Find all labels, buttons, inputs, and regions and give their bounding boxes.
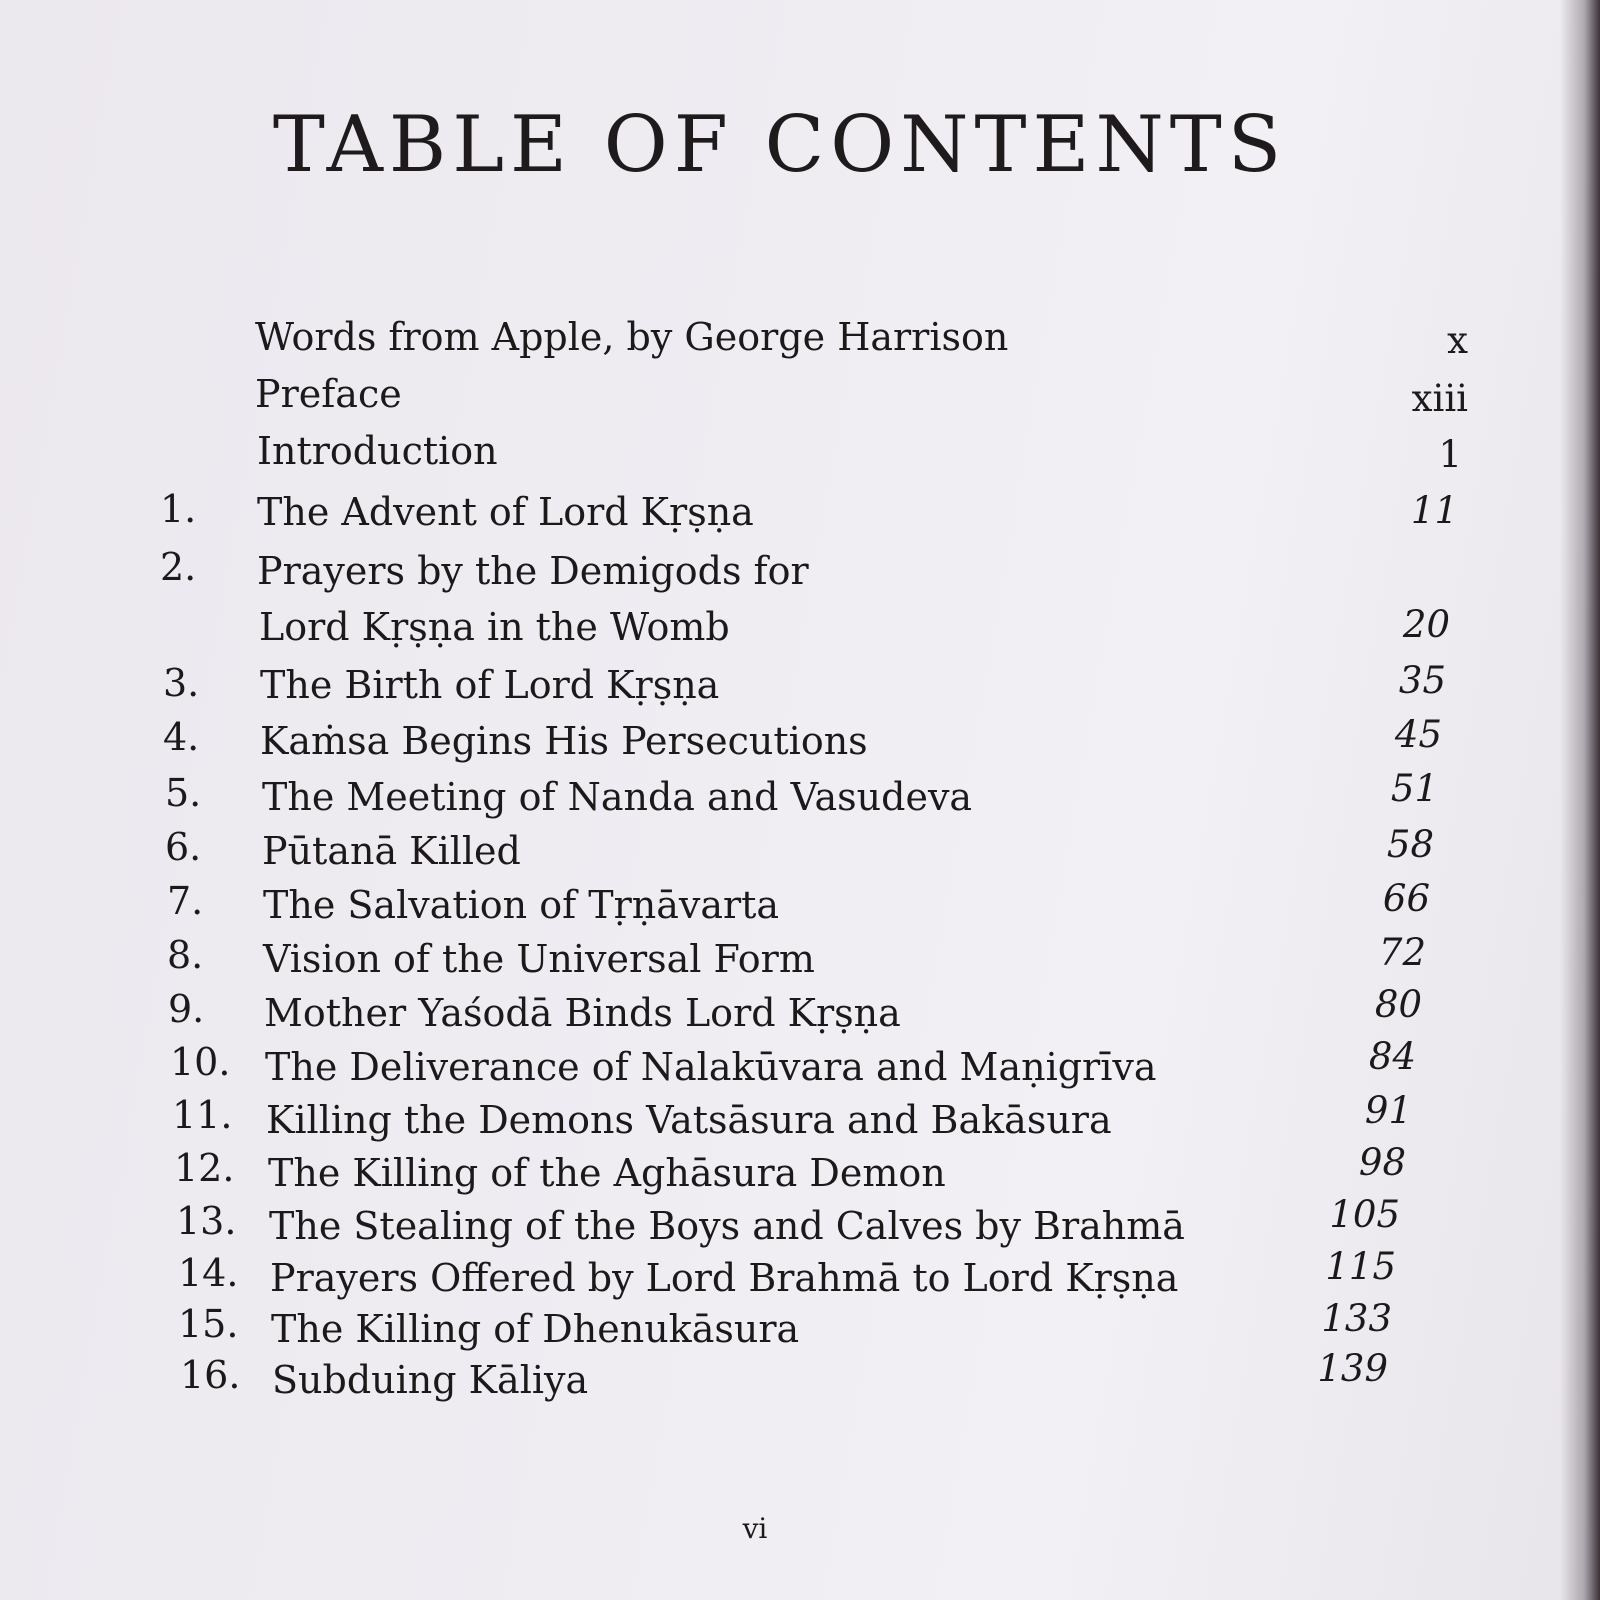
toc-page: 58 xyxy=(1386,823,1434,866)
toc-page: 20 xyxy=(1402,603,1450,646)
toc-title: Killing the Demons Vatsāsura and Bakāsura xyxy=(266,1098,1112,1142)
toc-title: The Deliverance of Nalakūvara and Maṇigrīva xyxy=(265,1045,1157,1089)
toc-number: 10. xyxy=(170,1040,231,1084)
toc-page: 35 xyxy=(1398,659,1446,702)
toc-title: The Birth of Lord Kṛṣṇa xyxy=(260,663,720,707)
toc-title: Prayers Offered by Lord Brahmā to Lord Kṛṣṇa xyxy=(270,1256,1179,1300)
toc-number: 16. xyxy=(180,1353,241,1397)
toc-page: 91 xyxy=(1364,1089,1412,1132)
toc-page: 98 xyxy=(1358,1141,1406,1184)
toc-number: 4. xyxy=(163,715,200,759)
toc-page: 11 xyxy=(1410,489,1458,532)
toc-page: 115 xyxy=(1325,1245,1396,1288)
toc-title-continued: Lord Kṛṣṇa in the Womb xyxy=(259,605,730,649)
toc-page: 51 xyxy=(1390,767,1438,810)
toc-number: 1. xyxy=(160,487,197,531)
toc-number: 15. xyxy=(178,1302,239,1346)
toc-page: 66 xyxy=(1382,877,1430,920)
toc-number: 14. xyxy=(178,1251,239,1295)
toc-number: 13. xyxy=(176,1199,237,1243)
toc-title: The Killing of Dhenukāsura xyxy=(271,1307,800,1351)
toc-number: 2. xyxy=(160,545,197,589)
toc-page: 133 xyxy=(1321,1297,1392,1340)
toc-number: 11. xyxy=(172,1093,233,1137)
toc-page: xiii xyxy=(1411,377,1468,420)
toc-title: Subduing Kāliya xyxy=(272,1358,589,1402)
toc-page: 1 xyxy=(1438,433,1462,476)
toc-page: 45 xyxy=(1394,713,1442,756)
toc-title: Kaṁsa Begins His Persecutions xyxy=(260,719,868,763)
toc-number: 8. xyxy=(167,933,204,977)
toc-title: Vision of the Universal Form xyxy=(263,937,815,981)
toc-title: The Stealing of the Boys and Calves by Brahmā xyxy=(269,1204,1185,1248)
toc-number: 3. xyxy=(163,661,200,705)
toc-number: 9. xyxy=(168,987,205,1031)
toc-title: Mother Yaśodā Binds Lord Kṛṣṇa xyxy=(264,991,901,1035)
toc-number: 5. xyxy=(165,771,202,815)
toc-page: x xyxy=(1447,319,1468,362)
toc-page: 139 xyxy=(1317,1347,1388,1390)
toc-page: 105 xyxy=(1329,1193,1400,1236)
toc-title: Preface xyxy=(255,372,402,416)
toc-title: Words from Apple, by George Harrison xyxy=(255,315,1009,359)
toc-page: 80 xyxy=(1374,983,1422,1026)
page-title: TABLE OF CONTENTS xyxy=(272,100,1288,190)
toc-title: The Salvation of Tṛṇāvarta xyxy=(263,883,780,927)
page-number: vi xyxy=(742,1512,768,1545)
toc-number: 12. xyxy=(174,1146,235,1190)
toc-number: 6. xyxy=(165,825,202,869)
toc-title: Prayers by the Demigods for xyxy=(257,549,809,593)
toc-title: The Advent of Lord Kṛṣṇa xyxy=(257,490,754,534)
toc-title: The Meeting of Nanda and Vasudeva xyxy=(262,775,973,819)
toc-title: Introduction xyxy=(257,429,498,473)
toc-number: 7. xyxy=(167,879,204,923)
toc-page: 84 xyxy=(1368,1035,1416,1078)
toc-title: The Killing of the Aghāsura Demon xyxy=(268,1151,946,1195)
toc-page: 72 xyxy=(1378,931,1426,974)
toc-title: Pūtanā Killed xyxy=(262,829,521,873)
